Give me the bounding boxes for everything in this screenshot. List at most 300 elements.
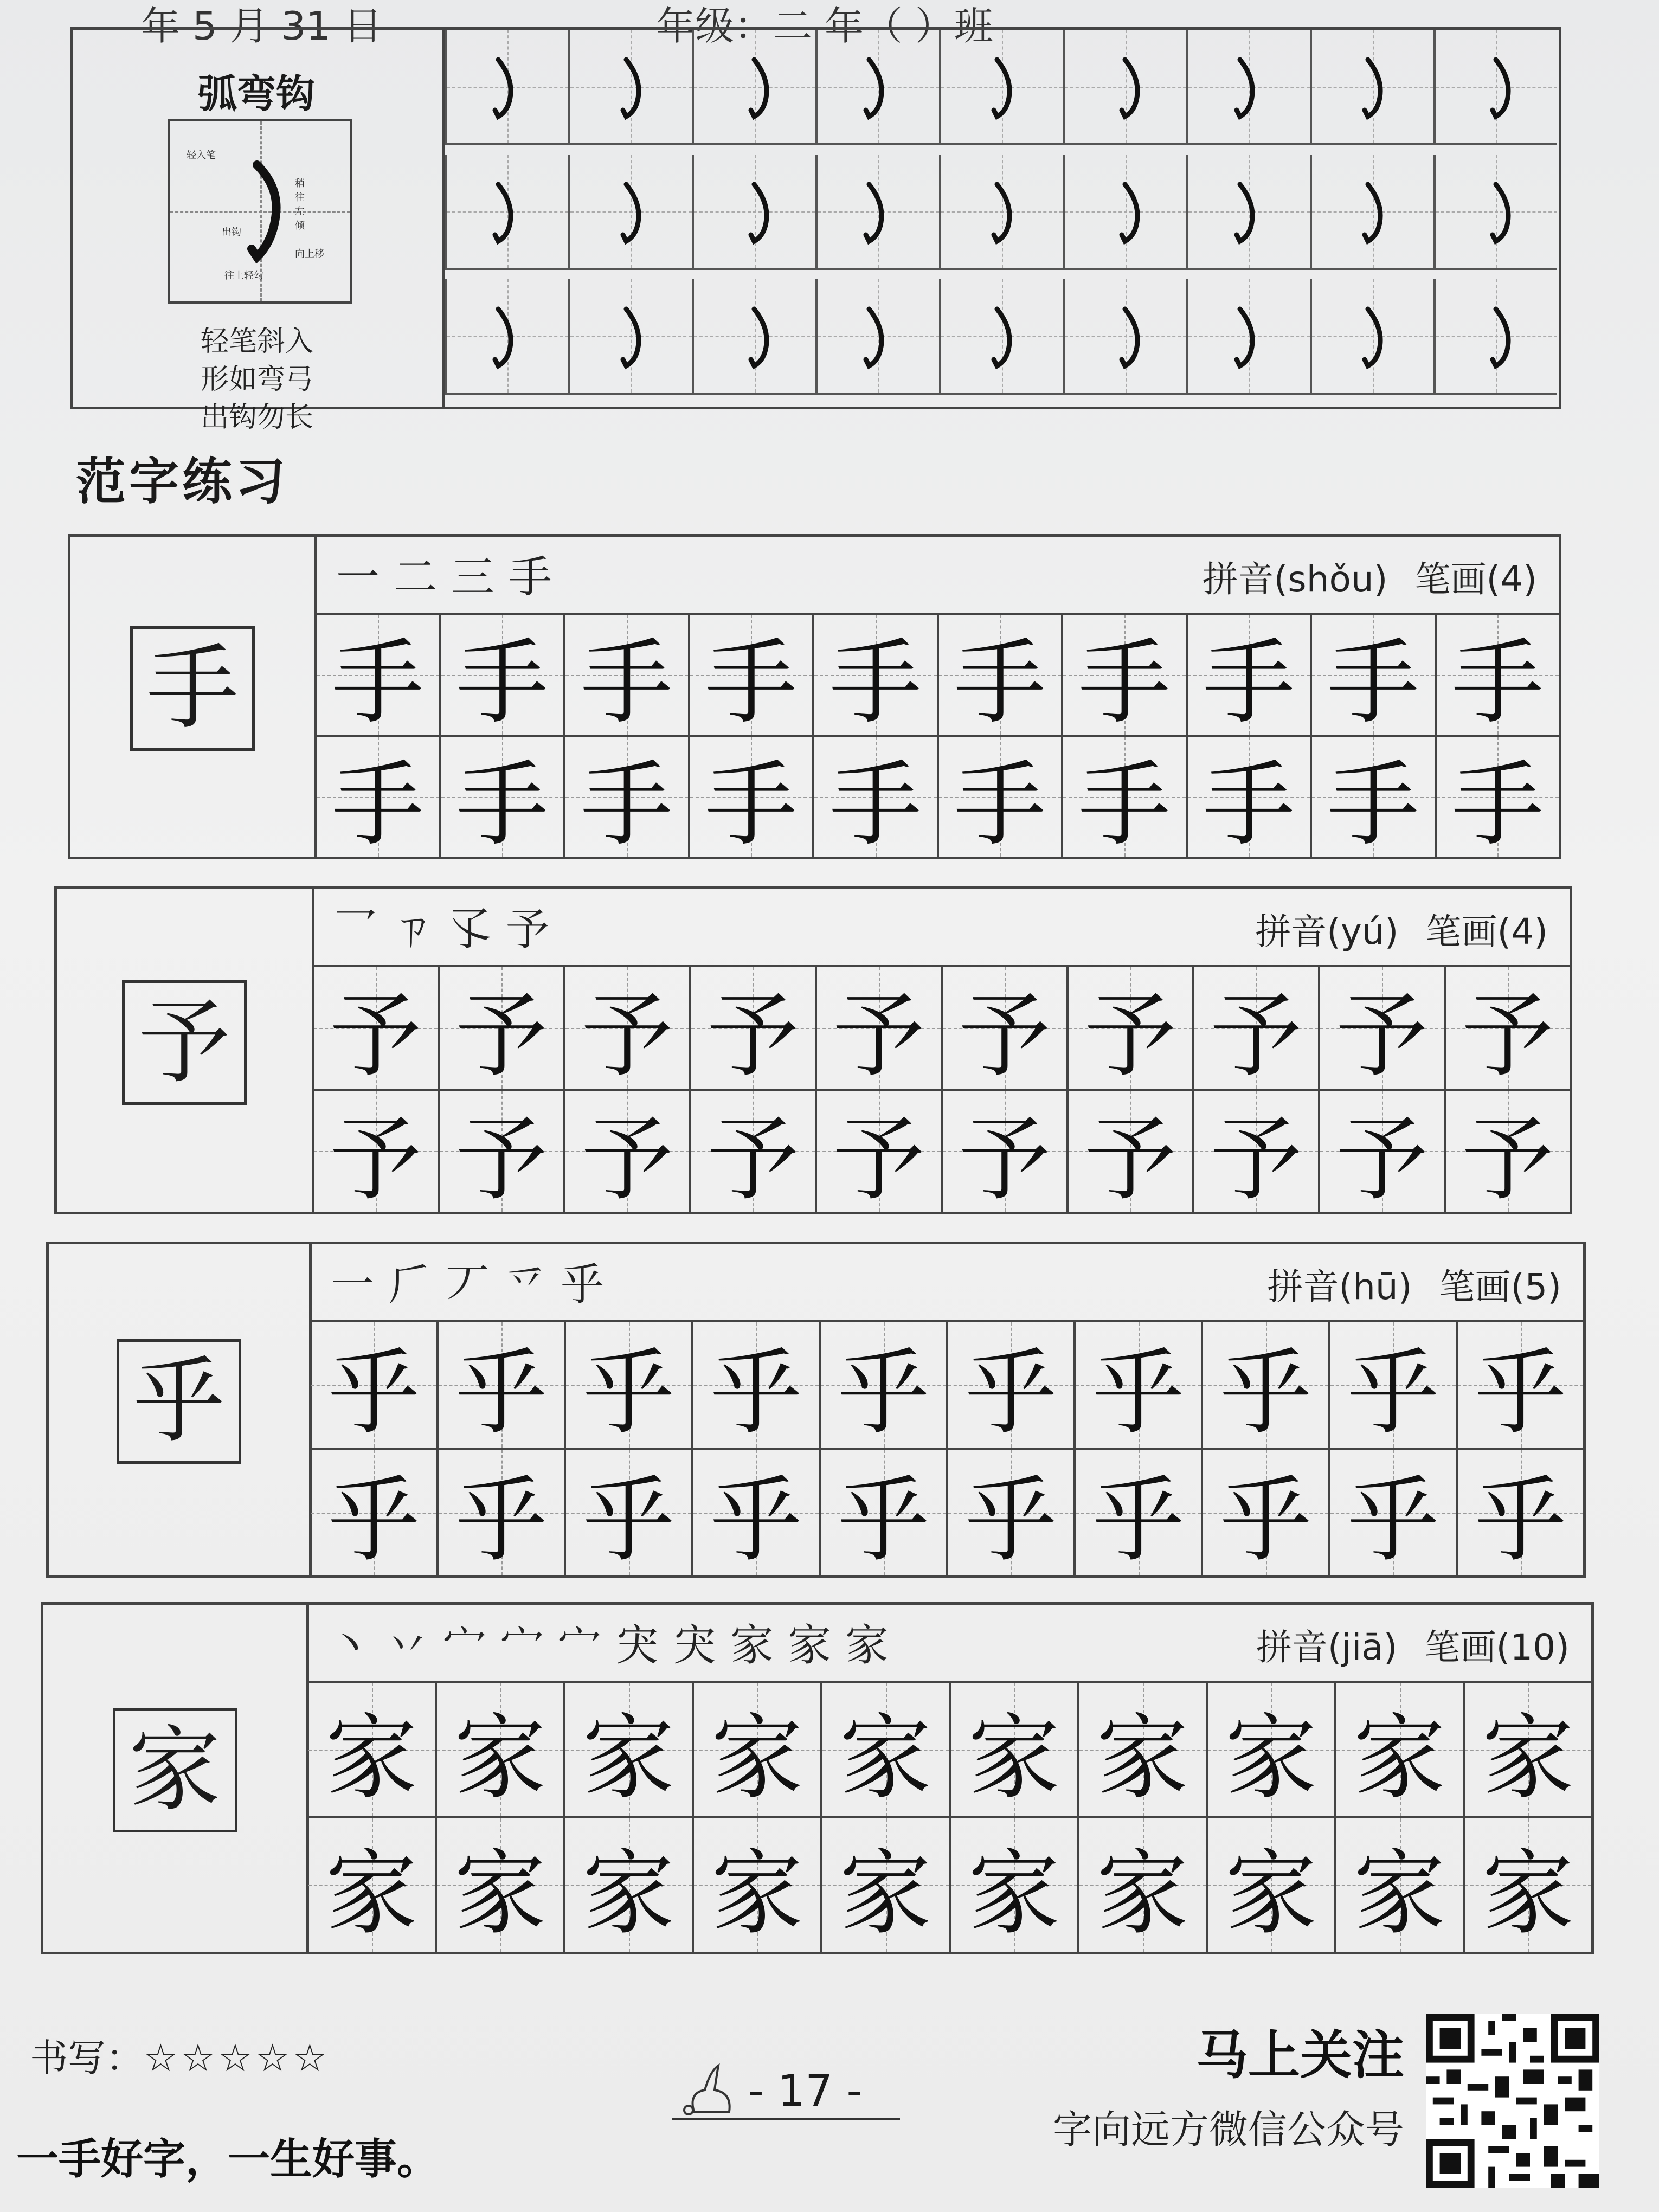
curved-hook-stroke-icon bbox=[1312, 155, 1436, 270]
handwritten-character: 家 bbox=[711, 1704, 803, 1812]
practice-cell[interactable] bbox=[1456, 1448, 1583, 1575]
practice-cell[interactable] bbox=[1433, 30, 1557, 145]
curved-hook-stroke-icon bbox=[818, 155, 941, 270]
practice-cell[interactable] bbox=[1433, 155, 1557, 270]
stroke-order-step: 宊 bbox=[615, 1620, 673, 1670]
handwritten-character: 家 bbox=[1096, 1840, 1189, 1947]
practice-cell[interactable] bbox=[820, 1816, 949, 1952]
practice-cell[interactable] bbox=[306, 1816, 435, 1952]
practice-cell[interactable] bbox=[563, 613, 688, 735]
handwritten-character: 乎 bbox=[964, 1467, 1057, 1574]
stroke-order-step: 一 bbox=[331, 1259, 388, 1310]
practice-cell[interactable] bbox=[1063, 30, 1186, 145]
handwritten-character: 予 bbox=[329, 1105, 422, 1213]
handwritten-character: 家 bbox=[1353, 1840, 1446, 1947]
handwritten-character: 乎 bbox=[1092, 1340, 1185, 1447]
stroke-order-step: 宀 bbox=[500, 1620, 558, 1670]
curved-hook-stroke-icon bbox=[941, 279, 1065, 395]
stroke-practice-row bbox=[445, 279, 1559, 395]
curved-hook-stroke-icon bbox=[941, 155, 1065, 270]
model-panel bbox=[43, 1605, 309, 1952]
strokes-count-label: 笔画(10) bbox=[1424, 1626, 1570, 1668]
handwritten-character: 予 bbox=[1335, 982, 1428, 1090]
practice-cell[interactable] bbox=[445, 155, 568, 270]
handwritten-character: 乎 bbox=[837, 1467, 930, 1574]
stroke-order-step: 乊 bbox=[503, 1259, 561, 1310]
handwritten-character: 乎 bbox=[964, 1340, 1057, 1447]
writing-label: 书写： bbox=[30, 2036, 144, 2080]
curved-hook-stroke-icon bbox=[1188, 30, 1312, 145]
handwritten-character: 乎 bbox=[1347, 1467, 1439, 1574]
practice-cell[interactable] bbox=[949, 1681, 1077, 1816]
handwritten-character: 乎 bbox=[582, 1340, 675, 1447]
practice-cell[interactable] bbox=[689, 965, 815, 1089]
practice-cell[interactable] bbox=[1433, 279, 1557, 395]
handwritten-character: 予 bbox=[1084, 982, 1176, 1090]
curved-hook-stroke-icon bbox=[447, 155, 570, 270]
handwritten-character: 家 bbox=[968, 1704, 1060, 1812]
handwritten-character: 乎 bbox=[1347, 1340, 1439, 1447]
practice-cell[interactable] bbox=[1318, 965, 1444, 1089]
demo-note: 稍往左倾 bbox=[295, 178, 305, 232]
practice-cell[interactable] bbox=[688, 613, 813, 735]
practice-cell[interactable] bbox=[1061, 735, 1186, 857]
curved-hook-stroke-icon bbox=[1312, 30, 1436, 145]
character-block bbox=[54, 886, 1572, 1214]
stroke-order-sequence bbox=[331, 1250, 618, 1312]
practice-cell[interactable] bbox=[1310, 613, 1435, 735]
handwritten-character: 家 bbox=[454, 1840, 546, 1947]
handwritten-character: 家 bbox=[1482, 1704, 1574, 1812]
handwritten-character: 予 bbox=[832, 982, 925, 1090]
practice-cell[interactable] bbox=[819, 1320, 946, 1448]
stroke-order-step: 乛 bbox=[333, 904, 391, 955]
practice-cell[interactable] bbox=[815, 155, 939, 270]
practice-cell[interactable] bbox=[1463, 1681, 1591, 1816]
practice-cell[interactable] bbox=[1328, 1448, 1456, 1575]
curved-hook-stroke-icon bbox=[570, 30, 694, 145]
practice-cell[interactable] bbox=[1206, 1816, 1334, 1952]
practice-cell[interactable] bbox=[563, 1681, 692, 1816]
handwritten-character: 予 bbox=[455, 982, 548, 1090]
handwritten-character: 家 bbox=[1096, 1704, 1189, 1812]
practice-cell[interactable] bbox=[563, 735, 688, 857]
practice-cell[interactable] bbox=[435, 1681, 563, 1816]
stroke-order-step: 丶 bbox=[328, 1620, 385, 1670]
practice-cell[interactable] bbox=[1310, 279, 1433, 395]
practice-cell[interactable] bbox=[946, 1448, 1073, 1575]
practice-cell[interactable] bbox=[949, 1816, 1077, 1952]
handwritten-character: 家 bbox=[325, 1840, 418, 1947]
handwritten-character: 乎 bbox=[1219, 1467, 1312, 1574]
practice-cell[interactable] bbox=[1310, 30, 1433, 145]
stroke-order-sequence bbox=[336, 542, 566, 605]
rabbit-icon bbox=[672, 2060, 748, 2120]
handwritten-character: 予 bbox=[706, 982, 799, 1090]
model-panel bbox=[70, 537, 317, 857]
practice-cell[interactable] bbox=[563, 965, 689, 1089]
practice-cell[interactable] bbox=[691, 1320, 819, 1448]
handwritten-character: 手 bbox=[580, 629, 673, 737]
practice-cell[interactable] bbox=[819, 1448, 946, 1575]
curved-hook-stroke-icon bbox=[818, 279, 941, 395]
handwritten-character: 予 bbox=[1210, 982, 1302, 1090]
practice-cell[interactable] bbox=[309, 1320, 436, 1448]
character-meta bbox=[1255, 903, 1548, 954]
handwritten-character: 手 bbox=[1203, 629, 1295, 737]
practice-cell[interactable] bbox=[1444, 1089, 1570, 1212]
practice-cell[interactable] bbox=[436, 1320, 564, 1448]
stroke-order-step: 一 bbox=[336, 552, 394, 602]
practice-cell[interactable] bbox=[1192, 965, 1318, 1089]
practice-cell[interactable] bbox=[1073, 1448, 1201, 1575]
handwritten-character: 手 bbox=[1451, 751, 1544, 859]
practice-cell[interactable] bbox=[314, 613, 439, 735]
handwritten-character: 乎 bbox=[1474, 1340, 1567, 1447]
stroke-order-step: ㄗ bbox=[391, 904, 448, 955]
practice-cell[interactable] bbox=[691, 1448, 819, 1575]
handwritten-character: 乎 bbox=[327, 1467, 420, 1574]
handwritten-character: 乎 bbox=[837, 1340, 930, 1447]
handwritten-character: 手 bbox=[1078, 629, 1171, 737]
stroke-order-step: 宊 bbox=[673, 1620, 730, 1670]
practice-cell[interactable] bbox=[692, 279, 815, 395]
stroke-practice-row bbox=[445, 155, 1559, 270]
practice-cell[interactable] bbox=[815, 30, 939, 145]
handwritten-character: 予 bbox=[1461, 982, 1554, 1090]
divider bbox=[672, 2118, 900, 2120]
handwritten-character: 家 bbox=[582, 1704, 675, 1812]
handwritten-character: 乎 bbox=[710, 1340, 802, 1447]
practice-cell[interactable] bbox=[1310, 735, 1435, 857]
practice-cell[interactable] bbox=[309, 1448, 436, 1575]
character-meta bbox=[1267, 1258, 1561, 1309]
practice-cell[interactable] bbox=[941, 965, 1066, 1089]
character-block bbox=[68, 534, 1561, 859]
handwritten-character: 乎 bbox=[1219, 1340, 1312, 1447]
practice-cell[interactable] bbox=[815, 279, 939, 395]
handwritten-character: 手 bbox=[829, 751, 922, 859]
demo-note: 轻入笔 bbox=[187, 150, 216, 161]
demo-note: 向上移 bbox=[295, 248, 324, 260]
handwritten-character: 手 bbox=[829, 629, 922, 737]
practice-cell[interactable] bbox=[1463, 1816, 1591, 1952]
practice-cell[interactable] bbox=[563, 1816, 692, 1952]
practice-cell[interactable] bbox=[1186, 30, 1310, 145]
practice-cell[interactable] bbox=[445, 30, 568, 145]
character-meta bbox=[1203, 550, 1537, 602]
practice-cell[interactable] bbox=[1063, 279, 1186, 395]
handwritten-character: 予 bbox=[581, 982, 673, 1090]
model-character: 手 bbox=[130, 626, 255, 751]
curved-hook-stroke-icon bbox=[1188, 279, 1312, 395]
practice-cell[interactable] bbox=[946, 1320, 1073, 1448]
stroke-demo-box bbox=[168, 119, 352, 304]
practice-grid bbox=[309, 1320, 1583, 1575]
stroke-order-step: 二 bbox=[394, 552, 451, 602]
handwritten-character: 手 bbox=[456, 629, 549, 737]
handwritten-character: 予 bbox=[455, 1105, 548, 1213]
practice-cell[interactable] bbox=[564, 1320, 691, 1448]
stroke-order-step: 家 bbox=[730, 1620, 788, 1670]
practice-cell[interactable] bbox=[1077, 1681, 1206, 1816]
practice-cell[interactable] bbox=[689, 1089, 815, 1212]
follow-title: 马上关注 bbox=[1196, 2025, 1404, 2086]
handwritten-character: 乎 bbox=[1092, 1467, 1185, 1574]
handwritten-character: 予 bbox=[1210, 1105, 1302, 1213]
handwritten-character: 手 bbox=[1327, 629, 1419, 737]
practice-cell[interactable] bbox=[688, 735, 813, 857]
handwritten-character: 手 bbox=[705, 751, 798, 859]
practice-cell[interactable] bbox=[1186, 279, 1310, 395]
curved-hook-stroke-icon bbox=[941, 30, 1065, 145]
rating-stars[interactable]: ☆☆☆☆☆ bbox=[144, 2036, 330, 2080]
handwritten-character: 家 bbox=[454, 1704, 546, 1812]
practice-cell[interactable] bbox=[568, 279, 692, 395]
practice-cell[interactable] bbox=[937, 613, 1062, 735]
practice-cell[interactable] bbox=[1334, 1816, 1463, 1952]
curved-hook-stroke-icon bbox=[1065, 279, 1188, 395]
stroke-practice-box bbox=[70, 27, 1561, 434]
stroke-order-sequence bbox=[333, 895, 563, 957]
handwritten-character: 乎 bbox=[710, 1467, 802, 1574]
handwritten-character: 手 bbox=[331, 751, 424, 859]
practice-cell[interactable] bbox=[436, 1448, 564, 1575]
writing-rating bbox=[30, 2028, 330, 2082]
practice-cell[interactable] bbox=[692, 1816, 820, 1952]
handwritten-character: 手 bbox=[954, 629, 1046, 737]
stroke-order-step: 宀 bbox=[443, 1620, 500, 1670]
qr-code-icon[interactable] bbox=[1426, 2014, 1599, 2188]
practice-cell[interactable] bbox=[1318, 1089, 1444, 1212]
handwritten-character: 予 bbox=[329, 982, 422, 1090]
demo-note: 出钩 bbox=[222, 227, 241, 238]
handwritten-character: 予 bbox=[958, 1105, 1051, 1213]
strokes-count-label: 笔画(4) bbox=[1425, 911, 1548, 953]
handwritten-character: 手 bbox=[1451, 629, 1544, 737]
stroke-order-step: 孓 bbox=[448, 904, 506, 955]
stroke-practice-grid bbox=[445, 30, 1559, 407]
practice-cell[interactable] bbox=[312, 965, 438, 1089]
handwritten-character: 家 bbox=[711, 1840, 803, 1947]
handwritten-character: 手 bbox=[1078, 751, 1171, 859]
curved-hook-stroke-icon bbox=[1188, 155, 1312, 270]
practice-cell[interactable] bbox=[564, 1448, 691, 1575]
model-panel bbox=[49, 1244, 312, 1575]
curved-hook-stroke-icon bbox=[447, 30, 570, 145]
practice-cell[interactable] bbox=[939, 279, 1063, 395]
practice-cell[interactable] bbox=[568, 155, 692, 270]
demo-note: 往上轻勾 bbox=[224, 270, 263, 281]
handwritten-character: 手 bbox=[456, 751, 549, 859]
strokes-count-label: 笔画(5) bbox=[1439, 1266, 1561, 1308]
practice-cell[interactable] bbox=[1073, 1320, 1201, 1448]
practice-cell[interactable] bbox=[815, 965, 941, 1089]
follow-promo bbox=[1053, 2014, 1404, 2155]
stroke-order-sequence bbox=[328, 1610, 903, 1673]
practice-cell[interactable] bbox=[439, 735, 564, 857]
curved-hook-stroke-icon bbox=[694, 30, 818, 145]
tip-line: 形如弯弓 bbox=[201, 363, 314, 396]
handwritten-character: 予 bbox=[1461, 1105, 1554, 1213]
model-character: 家 bbox=[113, 1708, 237, 1832]
curved-hook-stroke-icon bbox=[1065, 30, 1188, 145]
stroke-order-step: 家 bbox=[845, 1620, 903, 1670]
stroke-order-step: 家 bbox=[788, 1620, 845, 1670]
practice-cell[interactable] bbox=[439, 613, 564, 735]
practice-cell[interactable] bbox=[563, 1089, 689, 1212]
character-block bbox=[46, 1242, 1586, 1578]
stroke-order-step: 手 bbox=[509, 552, 566, 602]
model-panel bbox=[57, 889, 314, 1212]
curved-hook-stroke-icon bbox=[1065, 155, 1188, 270]
handwritten-character: 予 bbox=[706, 1105, 799, 1213]
handwritten-character: 家 bbox=[1225, 1840, 1317, 1947]
practice-cell[interactable] bbox=[1186, 735, 1310, 857]
practice-cell[interactable] bbox=[692, 30, 815, 145]
practice-cell[interactable] bbox=[314, 735, 439, 857]
stroke-name: 弧弯钩 bbox=[198, 71, 316, 117]
practice-cell[interactable] bbox=[568, 30, 692, 145]
practice-grid bbox=[306, 1681, 1591, 1952]
stroke-order-step: 三 bbox=[451, 552, 509, 602]
practice-cell[interactable] bbox=[1310, 155, 1433, 270]
follow-subtitle: 字向远方微信公众号 bbox=[1052, 2107, 1404, 2152]
tip-line: 出钩勿长 bbox=[201, 401, 314, 434]
practice-cell[interactable] bbox=[941, 1089, 1066, 1212]
curved-hook-stroke-icon bbox=[694, 155, 818, 270]
curved-hook-stroke-icon bbox=[1436, 30, 1559, 145]
handwritten-character: 家 bbox=[582, 1840, 675, 1947]
curved-hook-stroke-icon bbox=[570, 155, 694, 270]
stroke-info-panel bbox=[73, 30, 445, 434]
practice-cell[interactable] bbox=[1206, 1681, 1334, 1816]
practice-cell[interactable] bbox=[1435, 613, 1559, 735]
stroke-order-step: 𠂆 bbox=[388, 1259, 446, 1310]
practice-cell[interactable] bbox=[438, 1089, 563, 1212]
page-number bbox=[672, 2060, 900, 2125]
practice-cell[interactable] bbox=[1063, 155, 1186, 270]
curved-hook-stroke-icon bbox=[1436, 155, 1559, 270]
handwritten-character: 家 bbox=[1482, 1840, 1574, 1947]
practice-cell[interactable] bbox=[1435, 735, 1559, 857]
stroke-order-step: 丷 bbox=[385, 1620, 443, 1670]
handwritten-character: 家 bbox=[839, 1840, 932, 1947]
pinyin-label: 拼音(yú) bbox=[1255, 911, 1399, 953]
grade-field: 年级：二 年（ ）班 bbox=[656, 3, 993, 49]
stroke-tips bbox=[201, 323, 313, 436]
practice-cell[interactable] bbox=[939, 30, 1063, 145]
curved-hook-stroke-icon bbox=[570, 279, 694, 395]
practice-cell[interactable] bbox=[692, 1681, 820, 1816]
curved-hook-stroke-icon bbox=[694, 279, 818, 395]
strokes-count-label: 笔画(4) bbox=[1414, 558, 1537, 600]
page-number-text: - 17 - bbox=[748, 2066, 863, 2116]
curved-hook-stroke-icon bbox=[818, 30, 941, 145]
stroke-order-step: 宀 bbox=[558, 1620, 615, 1670]
practice-cell[interactable] bbox=[1192, 1089, 1318, 1212]
handwritten-character: 手 bbox=[580, 751, 673, 859]
practice-cell[interactable] bbox=[1328, 1320, 1456, 1448]
practice-cell[interactable] bbox=[1066, 965, 1192, 1089]
handwritten-character: 予 bbox=[1084, 1105, 1176, 1213]
practice-cell[interactable] bbox=[692, 155, 815, 270]
handwritten-character: 予 bbox=[958, 982, 1051, 1090]
handwritten-character: 家 bbox=[325, 1704, 418, 1812]
character-meta bbox=[1256, 1618, 1570, 1670]
handwritten-character: 乎 bbox=[582, 1467, 675, 1574]
practice-cell[interactable] bbox=[939, 155, 1063, 270]
pinyin-label: 拼音(shǒu) bbox=[1202, 558, 1388, 600]
handwritten-character: 家 bbox=[1225, 1704, 1317, 1812]
curved-hook-stroke-icon bbox=[447, 279, 570, 395]
pinyin-label: 拼音(jiā) bbox=[1256, 1626, 1398, 1668]
section-title: 范字练习 bbox=[76, 453, 289, 511]
practice-cell[interactable] bbox=[937, 735, 1062, 857]
stroke-order-step: 丆 bbox=[446, 1259, 503, 1310]
stroke-practice-row bbox=[445, 30, 1559, 145]
practice-cell[interactable] bbox=[815, 1089, 941, 1212]
model-character: 乎 bbox=[117, 1339, 241, 1464]
practice-grid bbox=[312, 965, 1570, 1212]
practice-cell[interactable] bbox=[438, 965, 563, 1089]
practice-cell[interactable] bbox=[1066, 1089, 1192, 1212]
character-block bbox=[41, 1602, 1594, 1954]
practice-cell[interactable] bbox=[435, 1816, 563, 1952]
model-character: 予 bbox=[122, 980, 247, 1105]
handwritten-character: 乎 bbox=[455, 1340, 548, 1447]
practice-cell[interactable] bbox=[312, 1089, 438, 1212]
practice-cell[interactable] bbox=[1186, 613, 1310, 735]
handwritten-character: 家 bbox=[1353, 1704, 1446, 1812]
practice-cell[interactable] bbox=[812, 735, 937, 857]
handwritten-character: 予 bbox=[581, 1105, 673, 1213]
handwritten-character: 乎 bbox=[1474, 1467, 1567, 1574]
practice-cell[interactable] bbox=[1186, 155, 1310, 270]
practice-cell[interactable] bbox=[1334, 1681, 1463, 1816]
stroke-order-step: 予 bbox=[506, 904, 563, 955]
date-field: 年 5 月 31 日 bbox=[141, 3, 382, 49]
handwritten-character: 予 bbox=[1335, 1105, 1428, 1213]
practice-cell[interactable] bbox=[812, 613, 937, 735]
tip-line: 轻笔斜入 bbox=[201, 325, 314, 358]
handwritten-character: 乎 bbox=[455, 1467, 548, 1574]
practice-cell[interactable] bbox=[1456, 1320, 1583, 1448]
practice-cell[interactable] bbox=[1061, 613, 1186, 735]
practice-grid bbox=[314, 613, 1559, 857]
practice-cell[interactable] bbox=[1201, 1448, 1328, 1575]
practice-cell[interactable] bbox=[445, 279, 568, 395]
handwritten-character: 乎 bbox=[327, 1340, 420, 1447]
stroke-order-step: 乎 bbox=[561, 1259, 618, 1310]
practice-cell[interactable] bbox=[306, 1681, 435, 1816]
practice-cell[interactable] bbox=[1444, 965, 1570, 1089]
handwritten-character: 手 bbox=[705, 629, 798, 737]
handwritten-character: 手 bbox=[1203, 751, 1295, 859]
handwritten-character: 家 bbox=[839, 1704, 932, 1812]
curved-hook-stroke-icon bbox=[1312, 279, 1436, 395]
practice-cell[interactable] bbox=[1201, 1320, 1328, 1448]
motto: 一手好字，一生好事。 bbox=[16, 2135, 440, 2184]
curved-hook-stroke-icon bbox=[1436, 279, 1559, 395]
handwritten-character: 手 bbox=[954, 751, 1046, 859]
handwritten-character: 予 bbox=[832, 1105, 925, 1213]
handwritten-character: 手 bbox=[1327, 751, 1419, 859]
handwritten-character: 手 bbox=[331, 629, 424, 737]
handwritten-character: 家 bbox=[968, 1840, 1060, 1947]
practice-cell[interactable] bbox=[820, 1681, 949, 1816]
practice-cell[interactable] bbox=[1077, 1816, 1206, 1952]
